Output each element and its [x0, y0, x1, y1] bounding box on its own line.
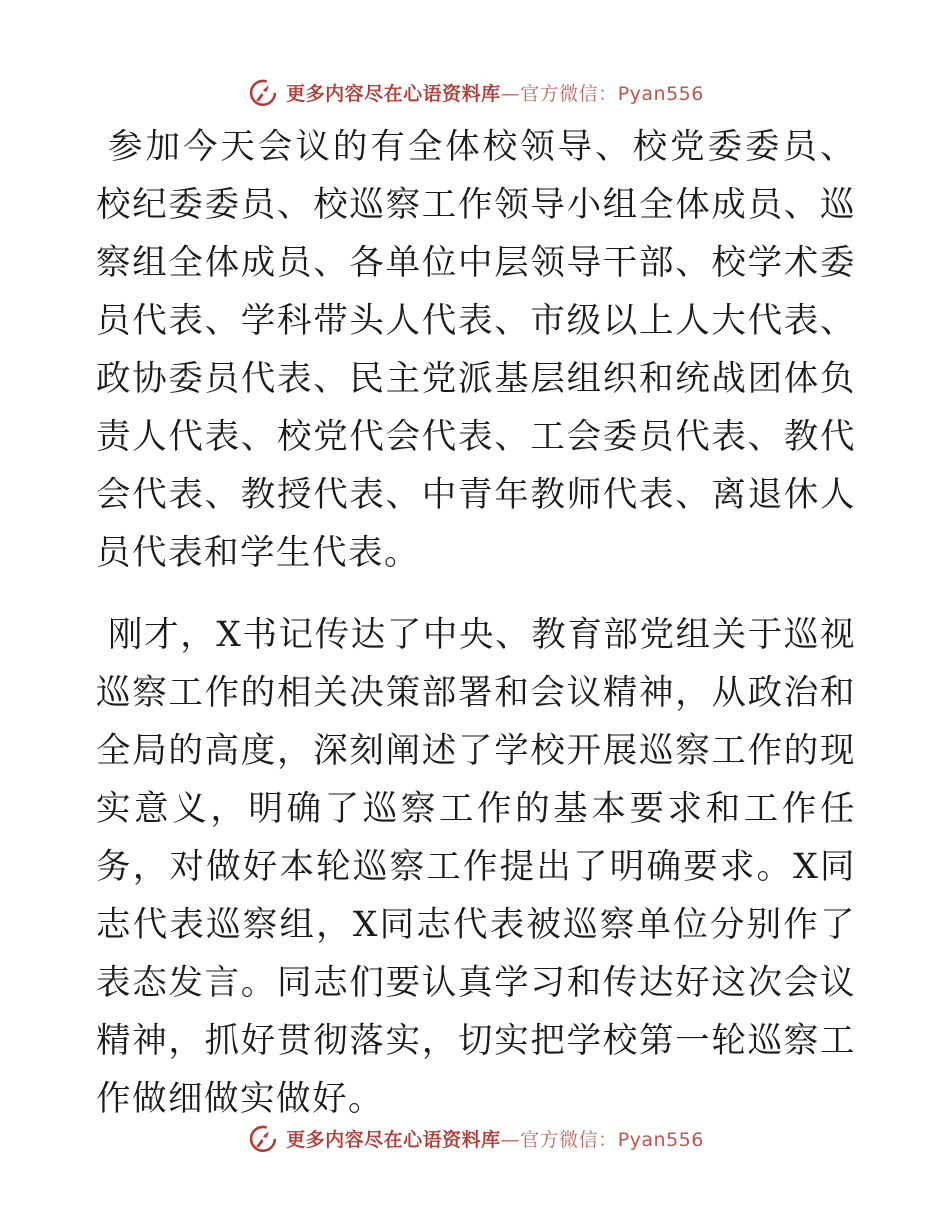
banner-wechat-handle: Pyan556 [617, 1128, 704, 1151]
banner-dash: — [500, 82, 521, 105]
footer-banner [0, 1116, 950, 1160]
banner-main-text: 更多内容尽在心语资料库 [286, 1128, 501, 1151]
paragraph-attendees: 参加今天会议的有全体校领导、校党委委员、校纪委委员、校巡察工作领导小组全体成员、巡察组全体成员、各单位中层领导干部、校学术委员代表、学科带头人代表、市级以上人大代表、政协委员代表、民主党派基层组织和统战团体负责人代表、校党代会代表、工会委员代表、教代会代表、教授代表、中青年教师代表、离退休人员代表和学生代表。 [96, 127, 856, 573]
banner-dash: — [500, 1128, 521, 1151]
pen-nib-circle-icon [246, 1121, 280, 1155]
banner-text [286, 1125, 704, 1152]
banner-main-text: 更多内容尽在心语资料库 [286, 82, 501, 105]
header-banner [0, 70, 950, 114]
paragraph-summary: 刚才，X书记传达了中央、教育部党组关于巡视巡察工作的相关决策部署和会议精神，从政治和全局的高度，深刻阐述了学校开展巡察工作的现实意义，明确了巡察工作的基本要求和工作任务，对做好本轮巡察工作提出了明确要求。X同志代表巡察组，X同志代表被巡察单位分别作了表态发言。同志们要认真学习和传达好这次会议精神，抓好贯彻落实，切实把学校第一轮巡察工作做细做实做好。 [96, 615, 856, 1119]
banner-wechat-label: 官方微信： [520, 1128, 618, 1151]
banner-text [286, 79, 704, 106]
pen-nib-circle-icon [246, 75, 280, 109]
banner-wechat-handle: Pyan556 [617, 82, 704, 105]
banner-wechat-label: 官方微信： [520, 82, 618, 105]
document-body [96, 118, 856, 1128]
